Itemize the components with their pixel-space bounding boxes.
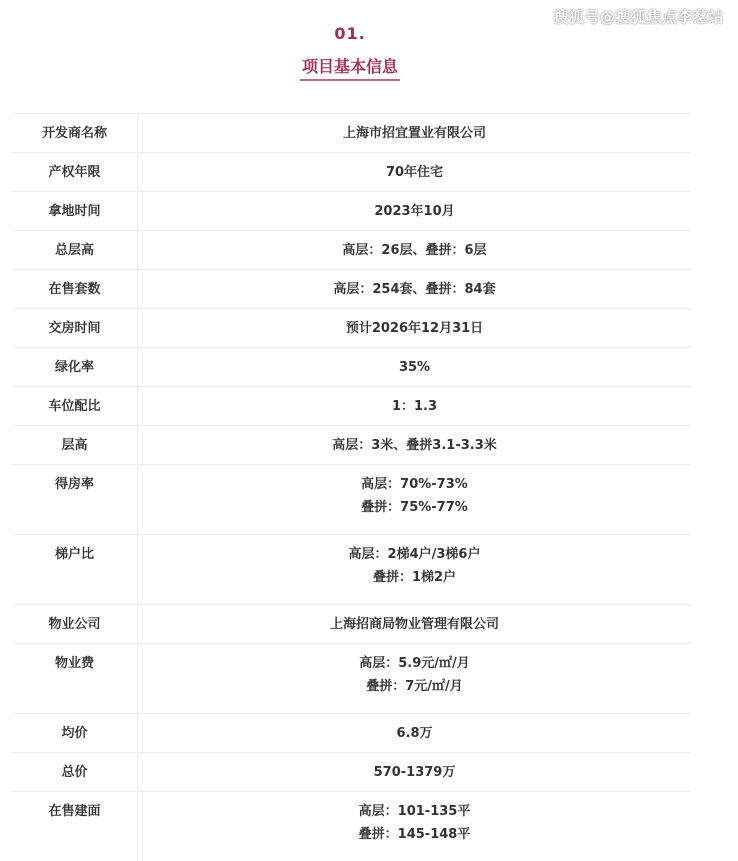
row-value bbox=[138, 535, 692, 605]
row-value-line: 高层：5.9元/㎡/月 bbox=[138, 652, 691, 675]
row-label: 层高 bbox=[12, 426, 138, 465]
row-label: 拿地时间 bbox=[12, 192, 138, 231]
row-value-line: 叠拼：7元/㎡/月 bbox=[138, 675, 691, 698]
row-value bbox=[138, 192, 692, 231]
row-label: 得房率 bbox=[12, 465, 138, 535]
row-value bbox=[138, 153, 692, 192]
row-value-line: 2023年10月 bbox=[138, 200, 691, 223]
section-number: 01. bbox=[0, 24, 700, 43]
row-value-line: 高层：3米、叠拼3.1-3.3米 bbox=[138, 434, 691, 457]
row-value-line: 570-1379万 bbox=[138, 761, 691, 784]
row-label: 物业公司 bbox=[12, 605, 138, 644]
watermark: 搜狐号@搜狐焦点李慈站 bbox=[553, 6, 724, 27]
table-row bbox=[12, 231, 691, 270]
row-label: 在售套数 bbox=[12, 270, 138, 309]
row-value-line: 高层：26层、叠拼：6层 bbox=[138, 239, 691, 262]
row-label: 在售建面 bbox=[12, 792, 138, 861]
row-label: 总价 bbox=[12, 753, 138, 792]
row-value bbox=[138, 309, 692, 348]
row-value-line: 70年住宅 bbox=[138, 161, 691, 184]
row-label: 产权年限 bbox=[12, 153, 138, 192]
row-label: 总层高 bbox=[12, 231, 138, 270]
section-title: 项目基本信息 bbox=[300, 54, 400, 81]
row-value-line: 35% bbox=[138, 356, 691, 379]
row-label: 开发商名称 bbox=[12, 114, 138, 153]
row-value-line: 1：1.3 bbox=[138, 395, 691, 418]
row-value-line: 高层：254套、叠拼：84套 bbox=[138, 278, 691, 301]
table-row bbox=[12, 426, 691, 465]
row-value bbox=[138, 387, 692, 426]
table-row bbox=[12, 644, 691, 714]
row-value-line: 叠拼：75%-77% bbox=[138, 496, 691, 519]
table-row bbox=[12, 387, 691, 426]
table-row bbox=[12, 535, 691, 605]
table-row bbox=[12, 309, 691, 348]
row-value bbox=[138, 465, 692, 535]
table-row bbox=[12, 792, 691, 861]
row-label: 梯户比 bbox=[12, 535, 138, 605]
row-value bbox=[138, 270, 692, 309]
row-value bbox=[138, 231, 692, 270]
row-value-line: 叠拼：1梯2户 bbox=[138, 566, 691, 589]
table-row bbox=[12, 753, 691, 792]
row-value bbox=[138, 714, 692, 753]
table-row bbox=[12, 153, 691, 192]
row-value bbox=[138, 605, 692, 644]
table-row bbox=[12, 605, 691, 644]
table-row bbox=[12, 465, 691, 535]
row-value bbox=[138, 644, 692, 714]
table-row bbox=[12, 192, 691, 231]
row-value bbox=[138, 792, 692, 861]
row-value bbox=[138, 753, 692, 792]
project-info-body bbox=[12, 114, 691, 861]
row-value bbox=[138, 426, 692, 465]
row-value bbox=[138, 348, 692, 387]
row-value bbox=[138, 114, 692, 153]
row-label: 均价 bbox=[12, 714, 138, 753]
row-value-line: 叠拼：145-148平 bbox=[138, 823, 691, 846]
row-label: 交房时间 bbox=[12, 309, 138, 348]
row-label: 绿化率 bbox=[12, 348, 138, 387]
row-value-line: 上海市招宜置业有限公司 bbox=[138, 122, 691, 145]
row-value-line: 上海招商局物业管理有限公司 bbox=[138, 613, 691, 636]
table-row bbox=[12, 714, 691, 753]
table-row bbox=[12, 114, 691, 153]
row-value-line: 高层：2梯4户/3梯6户 bbox=[138, 543, 691, 566]
row-value-line: 高层：70%-73% bbox=[138, 473, 691, 496]
row-value-line: 6.8万 bbox=[138, 722, 691, 745]
table-row bbox=[12, 270, 691, 309]
row-value-line: 预计2026年12月31日 bbox=[138, 317, 691, 340]
project-info-table bbox=[12, 113, 691, 861]
row-label: 车位配比 bbox=[12, 387, 138, 426]
row-value-line: 高层：101-135平 bbox=[138, 800, 691, 823]
row-label: 物业费 bbox=[12, 644, 138, 714]
section-title-wrap bbox=[0, 54, 700, 81]
table-row bbox=[12, 348, 691, 387]
